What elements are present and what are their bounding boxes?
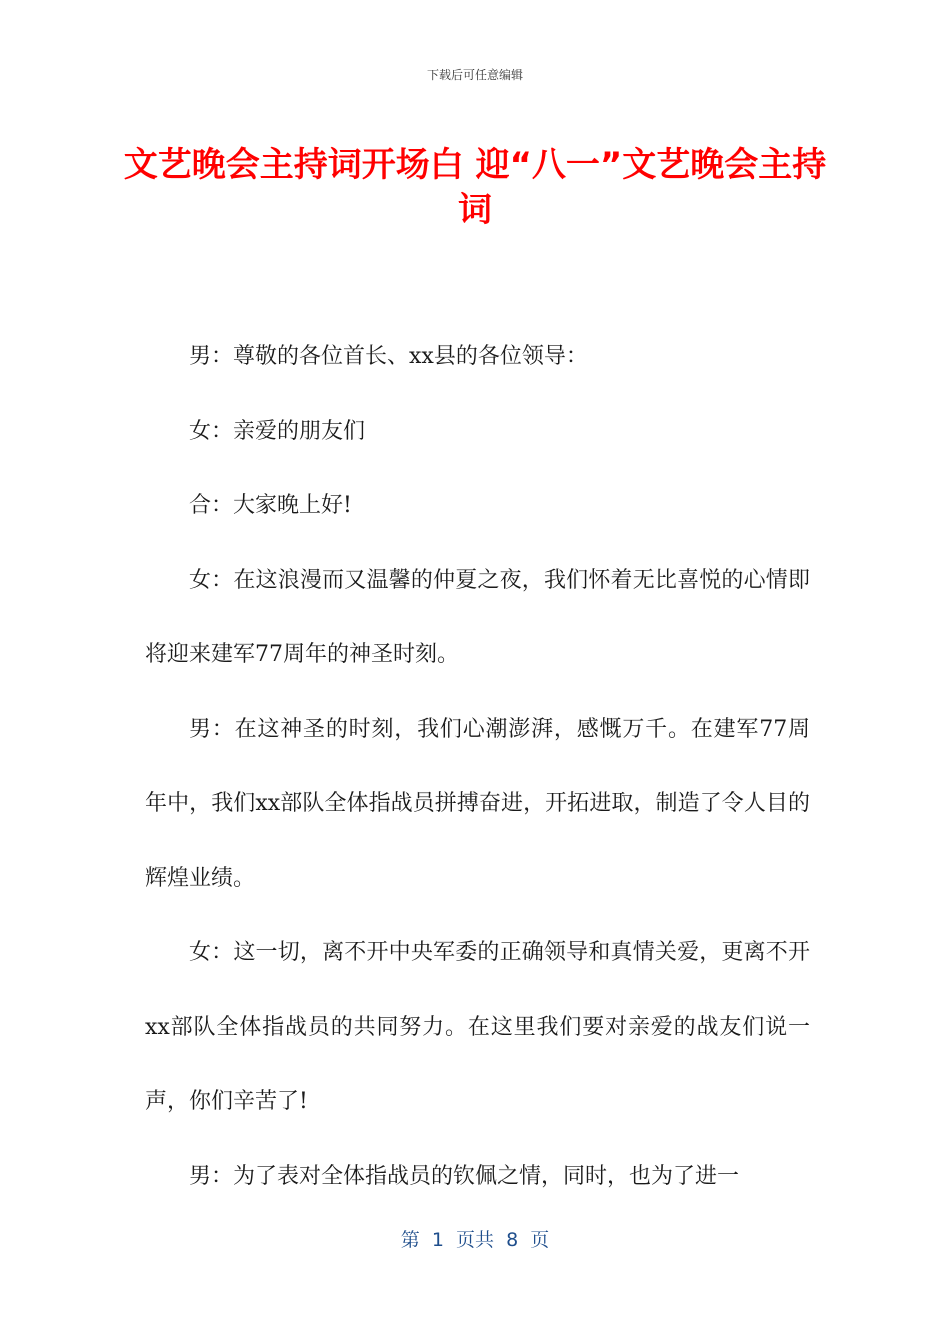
paragraph: 女：亲爱的朋友们 bbox=[189, 418, 366, 444]
document-body bbox=[145, 320, 810, 1214]
paragraph: 男：尊敬的各位首长、xx县的各位领导： bbox=[189, 344, 588, 369]
paragraph: 男：为了表对全体指战员的钦佩之情，同时，也为了进一 bbox=[189, 1163, 740, 1189]
page-number: 第 1 页共 8 页 bbox=[400, 1229, 550, 1251]
document-title: 文艺晚会主持词开场白 迎“八一”文艺晚会主持词 bbox=[123, 145, 827, 230]
header-note: 下载后可任意编辑 bbox=[426, 68, 523, 82]
paragraph: 女：在这浪漫而又温馨的仲夏之夜，我们怀着无比喜悦的心情即将迎来建军77周年的神圣时刻。 bbox=[145, 567, 810, 667]
paragraph: 男：在这神圣的时刻，我们心潮澎湃，感慨万千。在建军77周年中，我们xx部队全体指战员拼搏奋进，开拓进取，制造了令人目的辉煌业绩。 bbox=[145, 716, 810, 891]
paragraph: 合：大家晚上好! bbox=[189, 493, 352, 518]
paragraph: 女：这一切，离不开中央军委的正确领导和真情关爱，更离不开xx部队全体指战员的共同努力。在这里我们要对亲爱的战友们说一声，你们辛苦了! bbox=[145, 940, 810, 1114]
